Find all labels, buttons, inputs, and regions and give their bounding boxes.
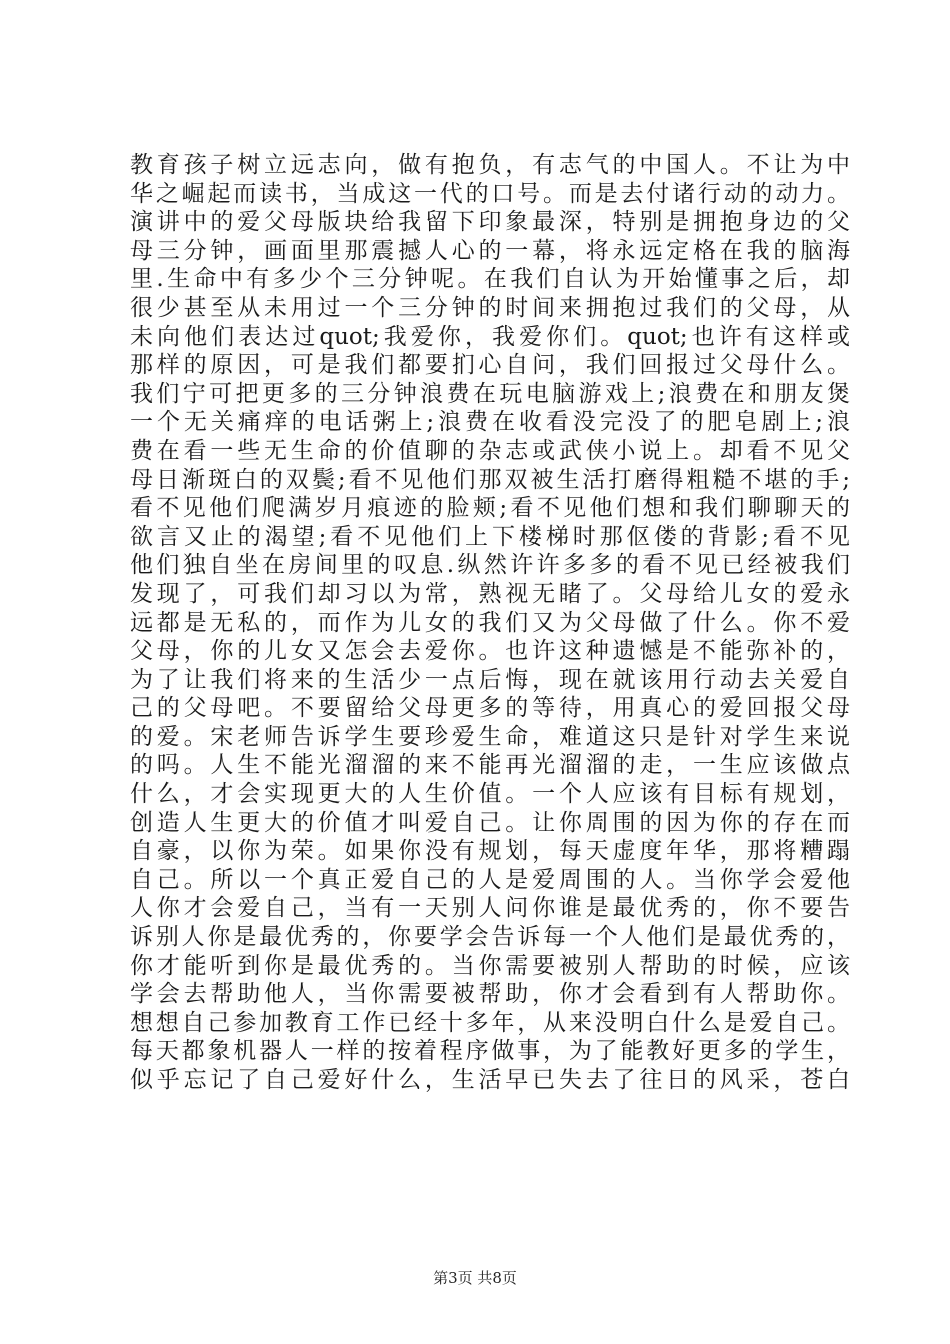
text-line: 费在看一些无生命的价值聊的杂志或武侠小说上。却看不见父 <box>130 437 850 464</box>
text-line: 的爱。宋老师告诉学生要珍爱生命，难道这只是针对学生来说 <box>130 723 850 750</box>
page-footer: 第3页 共8页 <box>433 1269 517 1287</box>
text-line: 想想自己参加教育工作已经十多年，从来没明白什么是爱自己。 <box>130 1009 850 1036</box>
text-line: 每天都象机器人一样的按着程序做事，为了能教好更多的学生， <box>130 1038 850 1065</box>
text-line: 华之崛起而读书，当成这一代的口号。而是去付诸行动的动力。 <box>130 180 850 207</box>
text-line: 远都是无私的，而作为儿女的我们又为父母做了什么。你不爱 <box>130 609 850 636</box>
text-line: 什么，才会实现更大的人生价值。一个人应该有目标有规划， <box>130 781 850 808</box>
text-line: 演讲中的爱父母版块给我留下印象最深，特别是拥抱身边的父 <box>130 209 850 236</box>
text-line: 很少甚至从未用过一个三分钟的时间来拥抱过我们的父母，从 <box>130 294 850 321</box>
text-line: 父母，你的儿女又怎会去爱你。也许这种遗憾是不能弥补的， <box>130 638 850 665</box>
text-line: 创造人生更大的价值才叫爱自己。让你周围的因为你的存在而 <box>130 809 850 836</box>
text-line: 诉别人你是最优秀的，你要学会告诉每一个人他们是最优秀的， <box>130 924 850 951</box>
text-line: 那样的原因，可是我们都要扪心自问，我们回报过父母什么。 <box>130 352 850 379</box>
text-line: 他们独自坐在房间里的叹息.纵然许许多多的看不见已经被我们 <box>130 552 850 579</box>
text-line: 自豪，以你为荣。如果你没有规划，每天虚度年华，那将糟蹋 <box>130 838 850 865</box>
text-line: 母日渐斑白的双鬓;看不见他们那双被生活打磨得粗糙不堪的手; <box>130 466 850 493</box>
text-line: 人你才会爱自己，当有一天别人问你谁是最优秀的，你不要告 <box>130 895 850 922</box>
text-line: 为了让我们将来的生活少一点后悔，现在就该用行动去关爱自 <box>130 666 850 693</box>
text-line: 教育孩子树立远志向，做有抱负，有志气的中国人。不让为中 <box>130 152 850 178</box>
text-line: 发现了，可我们却习以为常，熟视无睹了。父母给儿女的爱永 <box>130 580 850 607</box>
text-line: 里.生命中有多少个三分钟呢。在我们自认为开始懂事之后，却 <box>130 266 850 293</box>
text-line: 似乎忘记了自己爱好什么，生活早已失去了往日的风采，苍白 <box>130 1067 850 1093</box>
text-line: 母三分钟，画面里那震撼人心的一幕，将永远定格在我的脑海 <box>130 237 850 264</box>
text-line: 一个无关痛痒的电话粥上;浪费在收看没完没了的肥皂剧上;浪 <box>130 409 850 436</box>
text-line: 己的父母吧。不要留给父母更多的等待，用真心的爱回报父母 <box>130 695 850 722</box>
text-line: 看不见他们爬满岁月痕迹的脸颊;看不见他们想和我们聊聊天的 <box>130 495 850 522</box>
text-line: 的吗。人生不能光溜溜的来不能再光溜溜的走，一生应该做点 <box>130 752 850 779</box>
text-line: 自己。所以一个真正爱自己的人是爱周围的人。当你学会爱他 <box>130 866 850 893</box>
text-line: 你才能听到你是最优秀的。当你需要被别人帮助的时候，应该 <box>130 952 850 979</box>
text-line: 未向他们表达过quot;我爱你，我爱你们。quot;也许有这样或 <box>130 323 850 350</box>
text-line: 我们宁可把更多的三分钟浪费在玩电脑游戏上;浪费在和朋友煲 <box>130 380 850 407</box>
body-text <box>130 151 850 1095</box>
text-line: 欲言又止的渴望;看不见他们上下楼梯时那伛偻的背影;看不见 <box>130 523 850 550</box>
text-line: 学会去帮助他人，当你需要被帮助，你才会看到有人帮助你。 <box>130 981 850 1008</box>
